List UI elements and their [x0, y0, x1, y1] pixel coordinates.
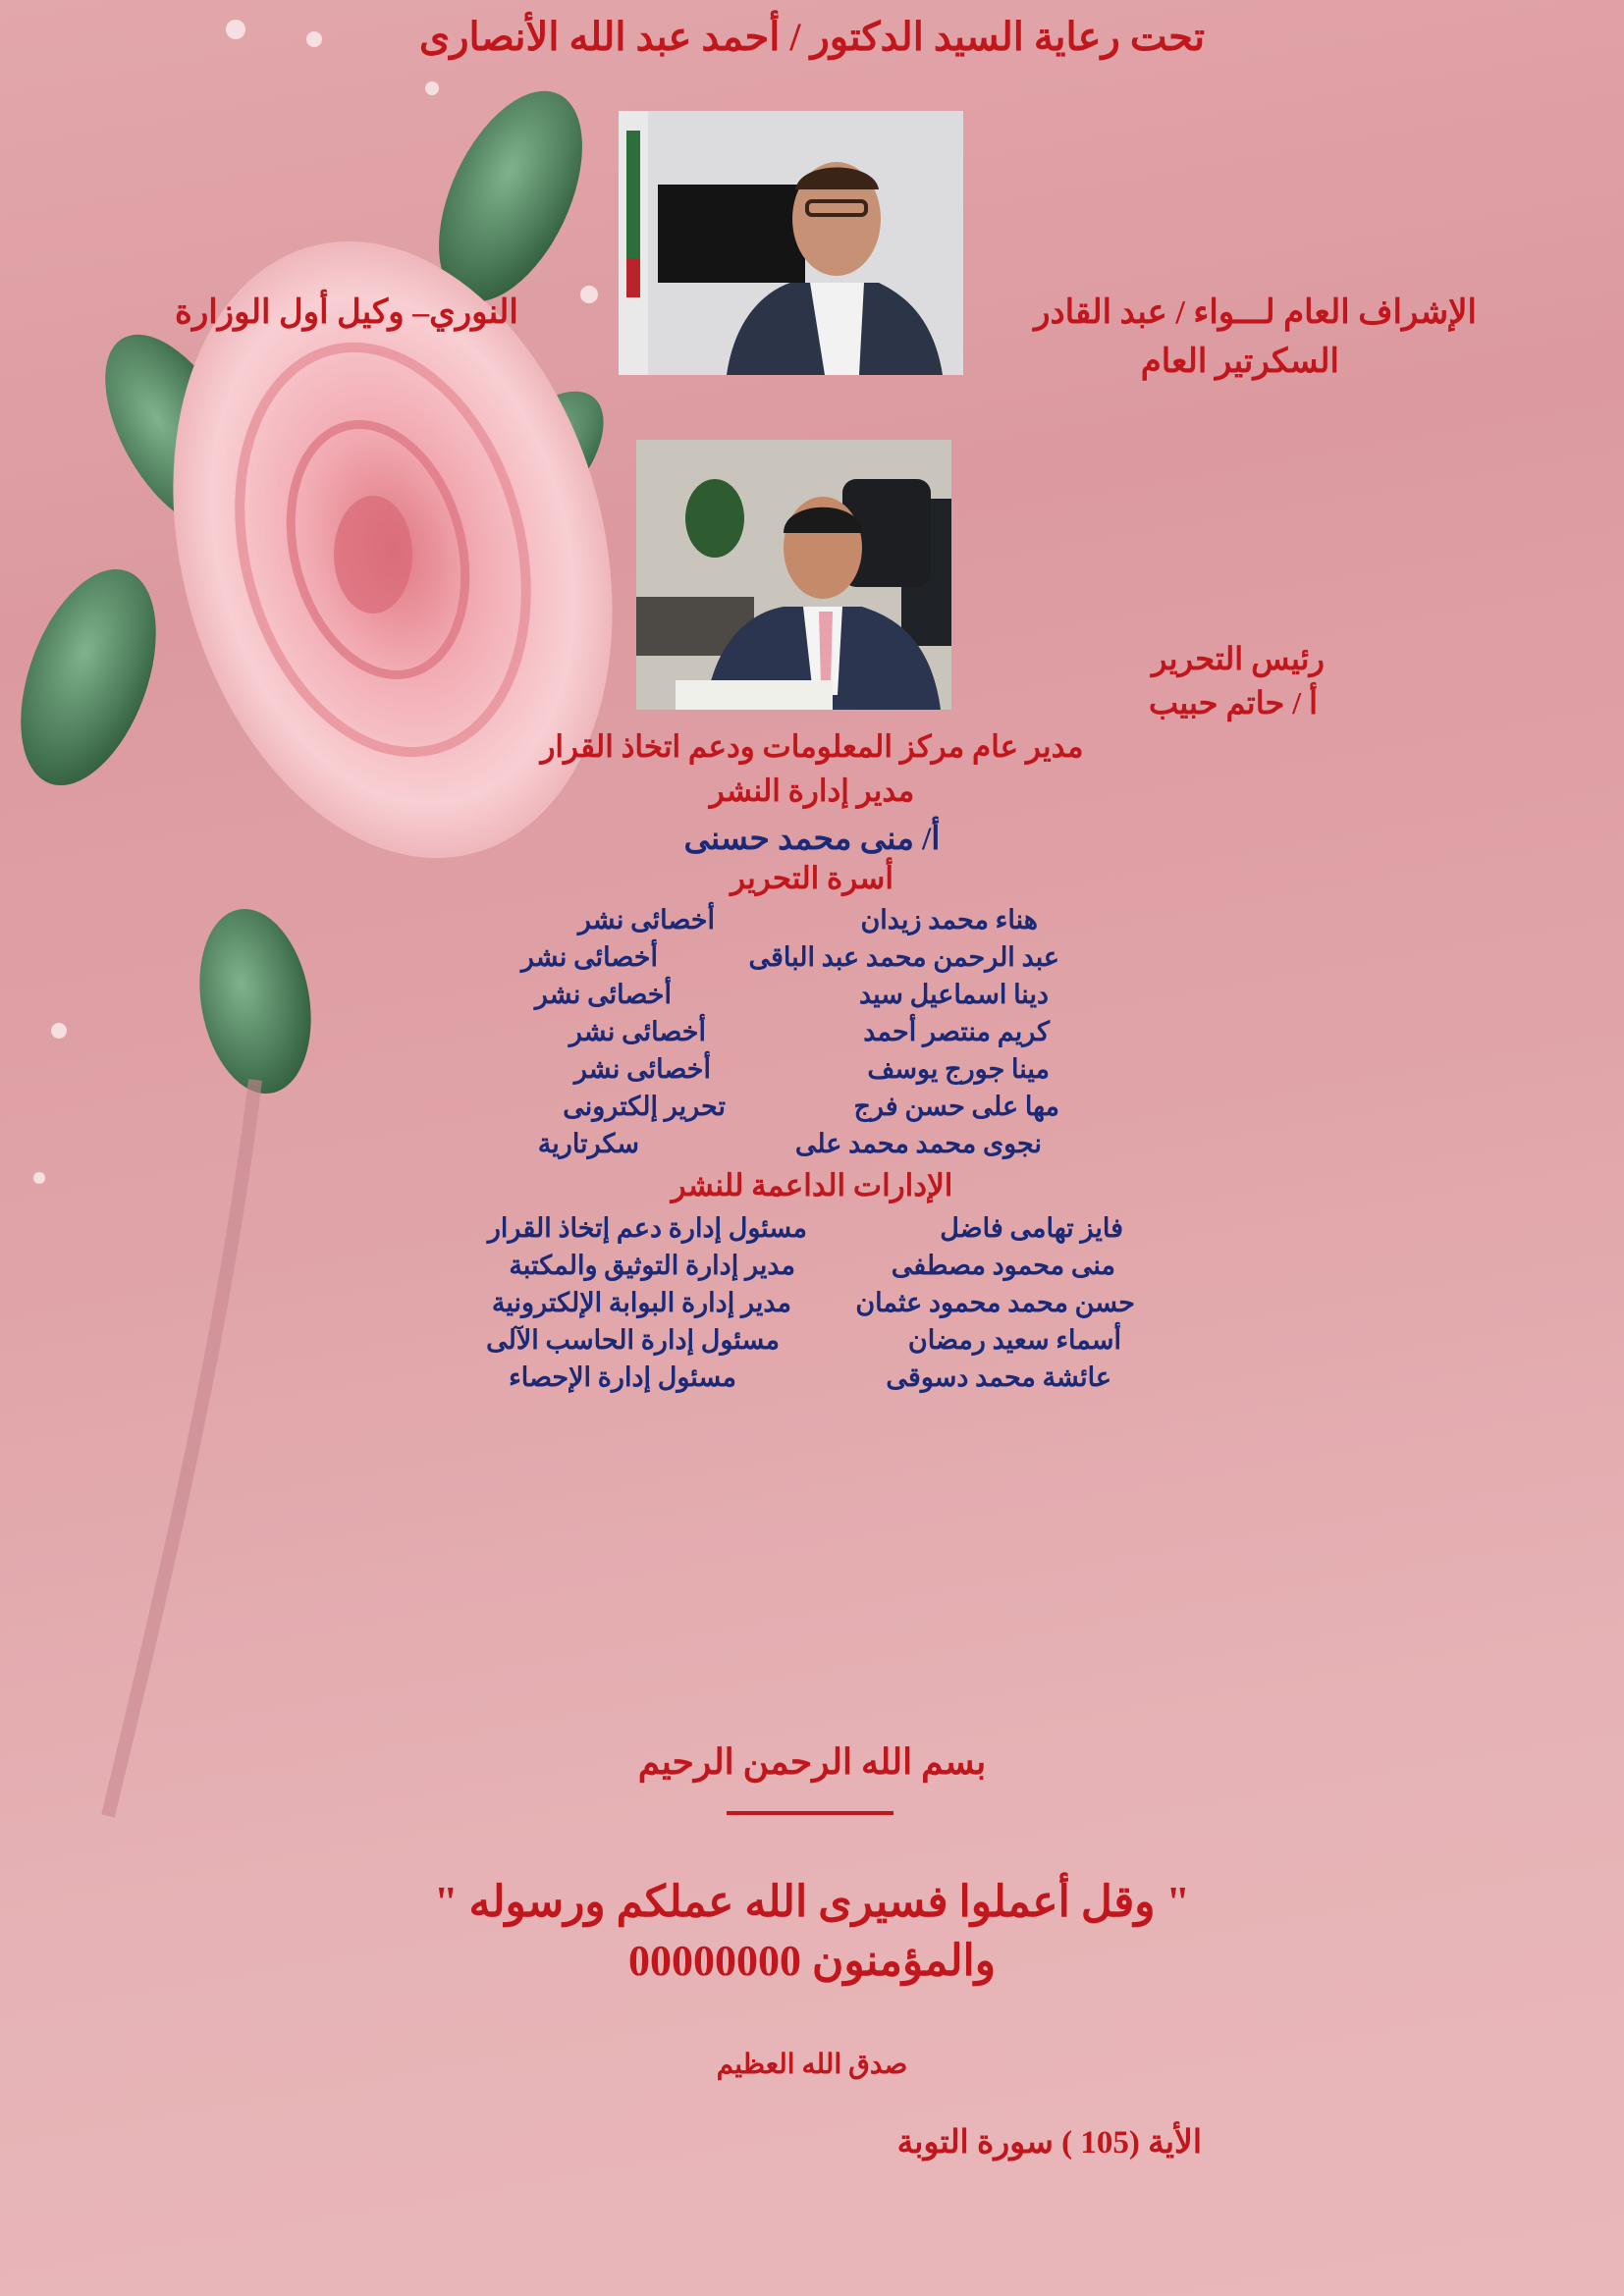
member-name: عبد الرحمن محمد عبد الباقى [748, 942, 1059, 972]
member-name: مها على حسن فرج [853, 1092, 1059, 1121]
person-portrait-icon [636, 440, 951, 710]
member-name: هناء محمد زيدان [860, 905, 1038, 934]
member-name: مينا جورج يوسف [867, 1054, 1050, 1084]
basmala-underline [727, 1811, 893, 1815]
member-role: مسئول إدارة الإحصاء [509, 1362, 736, 1392]
publishing-manager-name: أ/ منى محمد حسنى [683, 822, 941, 857]
publishing-manager-title: مدير إدارة النشر [709, 774, 915, 808]
supervision-undersecretary: النوري– وكيل أول الوزارة [175, 294, 518, 331]
editor-photo [636, 440, 951, 710]
member-role: أخصائى نشر [534, 980, 672, 1009]
verse-closing: صدق الله العظيم [716, 2050, 908, 2080]
patronage-title: تحت رعاية السيد الدكتور / أحمد عبد الله الأنصارى [418, 15, 1206, 59]
member-name: كريم منتصر أحمد [863, 1017, 1050, 1046]
member-role: مدير إدارة التوثيق والمكتبة [509, 1251, 795, 1280]
member-role: سكرتارية [537, 1129, 639, 1158]
basmala: بسم الله الرحمن الرحيم [637, 1742, 987, 1782]
member-role: أخصائى نشر [568, 1017, 706, 1046]
person-portrait-icon [619, 111, 963, 375]
editor-role: مدير عام مركز المعلومات ودعم اتخاذ القرار [540, 729, 1084, 764]
member-name: نجوى محمد محمد على [794, 1129, 1042, 1158]
verse-line-2: والمؤمنون 00000000 [628, 1937, 996, 1985]
member-role: أخصائى نشر [520, 942, 658, 972]
member-role: أخصائى نشر [573, 1054, 711, 1084]
member-name: منى محمود مصطفى [891, 1251, 1115, 1280]
member-name: حسن محمد محمود عثمان [855, 1288, 1135, 1317]
support-departments-title: الإدارات الداعمة للنشر [671, 1168, 953, 1202]
member-role: تحرير إلكترونى [563, 1092, 726, 1121]
verse-reference: الأية (105 ) سورة التوبة [896, 2125, 1202, 2161]
member-role: مسئول إدارة دعم إتخاذ القرار [487, 1213, 807, 1243]
member-role: مسئول إدارة الحاسب الآلى [486, 1325, 780, 1355]
editor-in-chief-title: رئيس التحرير [1152, 641, 1325, 676]
verse-line-1: " وقل أعملوا فسيرى الله عملكم ورسوله " [434, 1878, 1190, 1926]
secretary-general-title: السكرتير العام [1140, 344, 1339, 380]
minister-photo [619, 111, 963, 375]
member-role: أخصائى نشر [577, 905, 715, 934]
member-name: دينا اسماعيل سيد [858, 980, 1049, 1009]
member-name: عائشة محمد دسوقى [886, 1362, 1111, 1392]
member-name: أسماء سعيد رمضان [907, 1325, 1121, 1355]
editorial-family-title: أسرة التحرير [731, 861, 893, 895]
supervision-general: الإشراف العام لـــواء / عبد القادر [1034, 294, 1477, 331]
member-role: مدير إدارة البوابة الإلكترونية [491, 1288, 791, 1317]
member-name: فايز تهامى فاضل [940, 1213, 1123, 1243]
editor-in-chief-name: أ / حاتم حبيب [1148, 685, 1318, 721]
